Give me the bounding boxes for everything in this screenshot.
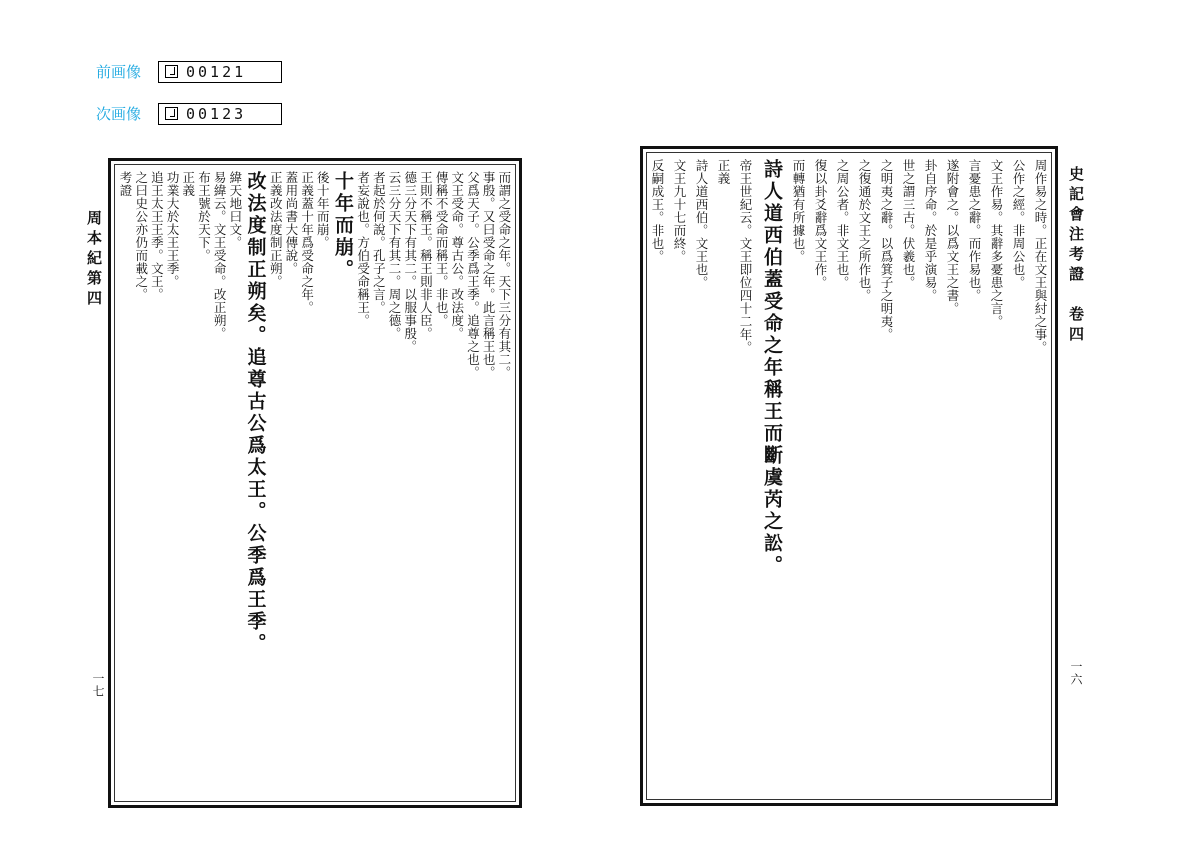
text-column: 周作易之時。正在文王與紂之事。: [1033, 159, 1048, 354]
text-column: 正義: [180, 171, 196, 197]
left-page-header: 周本紀第四: [85, 210, 103, 310]
text-column: 言憂患之辭。而作易也。: [967, 159, 982, 302]
left-page-columns: [119, 171, 511, 795]
text-column: 王則不稱王。稱王則非人臣。: [418, 171, 434, 340]
text-column: 公作之經。非周公也。: [1011, 159, 1026, 289]
text-column: 後十年而崩。: [315, 171, 331, 249]
left-page: [108, 158, 522, 808]
text-column: 十年而崩。: [331, 171, 354, 281]
text-column: 德三分天下有其二。以服事殷。: [402, 171, 418, 353]
text-column: 而謂之受命之年。天下三分有其二。: [496, 171, 512, 379]
text-column: 云三分天下有其二。周之德。: [387, 171, 402, 340]
next-image-row: [96, 103, 247, 124]
text-column: 之明夷之辭。以爲箕子之明夷。: [879, 159, 894, 341]
text-column: 而轉猶有所據也。: [791, 159, 806, 263]
text-column: 者起於何說。孔子之言。: [371, 171, 387, 314]
text-column: 父爲天子。公季爲王季。追尊之也。: [465, 171, 481, 379]
text-column: 布王號於天下。: [196, 171, 212, 262]
right-page-columns: [651, 159, 1047, 793]
text-column: 帝王世紀云。文王即位四十二年。: [738, 159, 753, 354]
page-glyph-icon: [165, 65, 178, 78]
text-column: 追王太王王季。文王。: [149, 171, 165, 301]
prev-image-label: 前画像: [96, 63, 142, 81]
text-column: 之復通於文王之所作也。: [857, 159, 872, 302]
text-column: 詩人道西伯。文王也。: [694, 159, 709, 289]
text-column: 文王九十七而終。: [672, 159, 687, 263]
text-column: 反嗣成王。非也。: [650, 159, 665, 263]
text-column: 世之謂三古。伏羲也。: [901, 159, 916, 289]
text-column: 文王作易。其辭多憂患之言。: [989, 159, 1004, 328]
text-column: 易緯云。文王受命。改正朔。: [212, 171, 228, 340]
text-column: 詩人道西伯蓋受命之年稱王而斷虞芮之訟。: [761, 159, 783, 577]
text-column: 正義蓋十年爲受命之年。: [299, 171, 315, 314]
text-column: 功業大於太王王季。: [165, 171, 181, 288]
text-column: 之曰史公亦仍而載之。: [133, 171, 149, 301]
text-column: 傳稱不受命而稱王。非也。: [434, 171, 450, 327]
right-page-header: 史記會注考證 卷四: [1067, 166, 1085, 346]
text-column: 復以卦爻辭爲文王作。: [813, 159, 828, 289]
left-page-folio: 一七: [91, 672, 105, 698]
page-glyph-icon: [165, 107, 178, 120]
text-column: 蓋用尚書大傳說。: [283, 171, 299, 275]
prev-image-button[interactable]: [158, 61, 282, 83]
text-column: 正義: [716, 159, 731, 185]
right-page: [640, 146, 1058, 806]
text-column: 事殷。又曰受命之年。此言稱王也。: [481, 171, 497, 379]
text-column: 者妄說也。方伯受命稱王。: [355, 171, 371, 327]
text-column: 考證: [118, 171, 133, 197]
prev-image-row: [96, 61, 247, 82]
next-image-number: 00123: [186, 104, 247, 123]
text-column: 文王受命。尊古公。改法度。: [449, 171, 465, 340]
text-column: 卦自序命。於是乎演易。: [923, 159, 938, 302]
text-column: 改法度制正朔矣。追尊古公爲太王。公季爲王季。: [244, 171, 267, 655]
next-image-label: 次画像: [96, 105, 142, 123]
text-column: 正義改法度制正朔。: [268, 171, 284, 288]
text-column: 之周公者。非文王也。: [835, 159, 850, 289]
text-column: 遂附會之。以爲文王之書。: [945, 159, 960, 315]
prev-image-number: 00121: [186, 62, 247, 81]
right-page-folio: 一六: [1069, 660, 1083, 686]
text-column: 緯天地曰文。: [227, 171, 243, 249]
next-image-button[interactable]: [158, 103, 282, 125]
